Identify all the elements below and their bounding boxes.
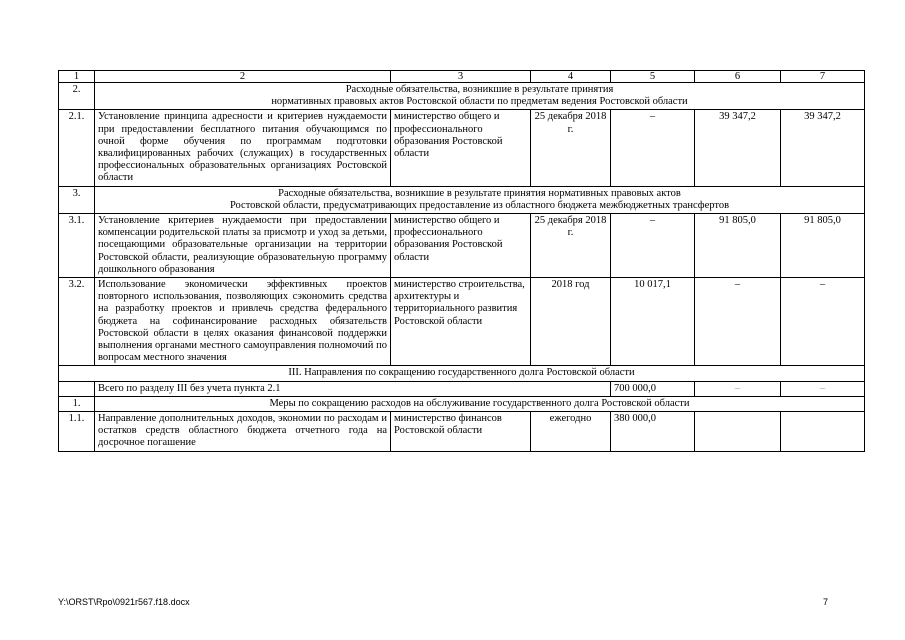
row-number: 3.2. <box>59 278 95 366</box>
section-number: 3. <box>59 186 95 213</box>
value-col-6: – <box>695 278 781 366</box>
col-5-header: 5 <box>611 71 695 83</box>
section-title: Расходные обязательства, возникшие в результате принятия нормативных правовых актов Ростовской области, предусматривающих предоставление из областного бюджета межбюджетных трансфертов <box>95 186 865 213</box>
section-heading-row <box>59 83 865 110</box>
col-6-header: 6 <box>695 71 781 83</box>
section-heading-row <box>59 396 865 411</box>
value-col-5: 700 000,0 <box>611 381 695 396</box>
responsible-executor: министерство общего и профессионального образования Ростовской области <box>391 110 531 186</box>
col-2-header: 2 <box>95 71 391 83</box>
responsible-executor: министерство финансов Ростовской области <box>391 412 531 452</box>
responsible-executor: министерство общего и профессионального образования Ростовской области <box>391 214 531 278</box>
measure-text: Установление критериев нуждаемости при предоставлении компенсации родительской платы за присмотр и уход за детьми, посещающими образовательные организации на территории Ростовской области, реализующие образовательную программу дошкольного образования <box>95 214 391 278</box>
total-row <box>59 381 865 396</box>
measure-text: Установление принципа адресности и критериев нуждаемости при предоставлении бесплатного питания обучающимся по очной форме обучения по программам подготовки квалифицированных рабочих (служащих) в государственных профессиональных образовательных организациях Ростовской области <box>95 110 391 186</box>
deadline: 25 декабря 2018 г. <box>531 214 611 278</box>
section-number: 1. <box>59 396 95 411</box>
row-number: 3.1. <box>59 214 95 278</box>
total-label: Всего по разделу III без учета пункта 2.1 <box>95 381 611 396</box>
deadline: ежегодно <box>531 412 611 452</box>
section-number: 2. <box>59 83 95 110</box>
table-row <box>59 214 865 278</box>
column-number-row <box>59 71 865 83</box>
deadline: 25 декабря 2018 г. <box>531 110 611 186</box>
page-number: 7 <box>823 597 829 607</box>
table-row <box>59 412 865 452</box>
col-1-header: 1 <box>59 71 95 83</box>
row-number: 1.1. <box>59 412 95 452</box>
value-col-7: 39 347,2 <box>781 110 865 186</box>
value-col-6: – <box>695 381 781 396</box>
document-page <box>58 70 864 452</box>
value-col-5: 380 000,0 <box>611 412 695 452</box>
value-col-5: 10 017,1 <box>611 278 695 366</box>
responsible-executor: министерство строительства, архитектуры и территориального развития Ростовской области <box>391 278 531 366</box>
value-col-5: – <box>611 110 695 186</box>
section-title: Меры по сокращению расходов на обслуживание государственного долга Ростовской области <box>95 396 865 411</box>
row-number: 2.1. <box>59 110 95 186</box>
value-col-6: 91 805,0 <box>695 214 781 278</box>
value-col-7: – <box>781 278 865 366</box>
file-path-footer: Y:\ORST\Rpo\0921r567.f18.docx <box>58 597 190 607</box>
value-col-7 <box>781 412 865 452</box>
value-col-6 <box>695 412 781 452</box>
measure-text: Использование экономически эффективных проектов повторного использования, позволяющих сэкономить средства на разработку проектов и привлечь средства федерального бюджета на софинансирование расходных обязательств Ростовской области в целях оказания финансовой поддержки выполнения органами местного самоуправления полномочий по вопросам местного значения <box>95 278 391 366</box>
col-7-header: 7 <box>781 71 865 83</box>
value-col-6: 39 347,2 <box>695 110 781 186</box>
measure-text: Направление дополнительных доходов, экономии по расходам и остатков средств областного бюджета отчетного года на досрочное погашение <box>95 412 391 452</box>
value-col-7: 91 805,0 <box>781 214 865 278</box>
col-3-header: 3 <box>391 71 531 83</box>
section-heading-row <box>59 366 865 381</box>
value-col-7: – <box>781 381 865 396</box>
table-row <box>59 278 865 366</box>
table-row <box>59 110 865 186</box>
col-4-header: 4 <box>531 71 611 83</box>
row-number <box>59 381 95 396</box>
deadline: 2018 год <box>531 278 611 366</box>
section-title: Расходные обязательства, возникшие в результате принятия нормативных правовых актов Ростовской области по предметам ведения Ростовской области <box>95 83 865 110</box>
measures-table <box>58 70 865 452</box>
section-title: III. Направления по сокращению государственного долга Ростовской области <box>59 366 865 381</box>
section-heading-row <box>59 186 865 213</box>
value-col-5: – <box>611 214 695 278</box>
